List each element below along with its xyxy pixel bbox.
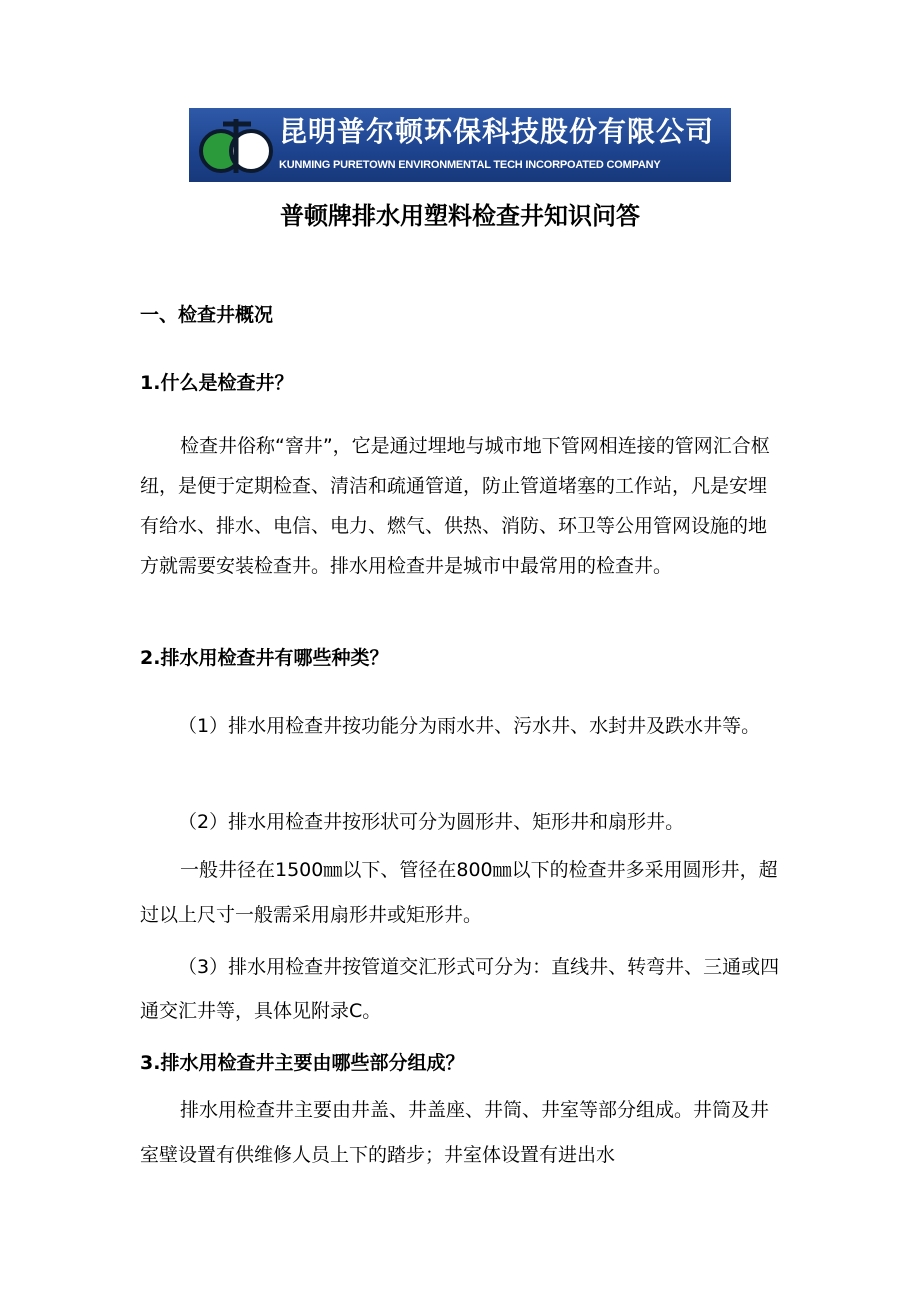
answer-1-paragraph: 检查井俗称“窨井”，它是通过埋地与城市地下管网相连接的管网汇合枢纽，是便于定期检查、清洁和疏通管道，防止管道堵塞的工作站，凡是安埋有给水、排水、电信、电力、燃气、供热、消防、环卫等公用管网设施的地方就需要安装检查井。排水用检查井是城市中最常用的检查井。 — [140, 435, 770, 577]
section-heading: 一、检查井概况 — [140, 304, 274, 326]
company-banner — [189, 108, 731, 182]
answer-2-note: 一般井径在1500㎜以下、管径在800㎜以下的检查井多采用圆形井，超过以上尺寸一般需采用扇形井或矩形井。 — [140, 859, 778, 926]
answer-2-item-2: （2）排水用检查井按形状可分为圆形井、矩形井和扇形井。 — [178, 811, 685, 833]
question-3: 3.排水用检查井主要由哪些部分组成？ — [140, 1052, 465, 1074]
document-title: 普顿牌排水用塑料检查井知识问答 — [280, 202, 640, 230]
company-name-cn: 昆明普尔顿环保科技股份有限公司 — [279, 115, 715, 148]
company-name-en: KUNMING PURETOWN ENVIRONMENTAL TECH INCORPOATED COMPANY — [279, 159, 661, 171]
question-2: 2.排水用检查井有哪些种类？ — [140, 647, 389, 669]
answer-2-item-1: （1）排水用检查井按功能分为雨水井、污水井、水封井及跌水井等。 — [178, 715, 761, 737]
company-logo-icon — [195, 111, 275, 179]
answer-3-paragraph: 排水用检查井主要由井盖、井盖座、井筒、井室等部分组成。井筒及井室壁设置有供维修人员上下的踏步；井室体设置有进出水 — [140, 1099, 770, 1166]
answer-2-item-3: （3）排水用检查井按管道交汇形式可分为：直线井、转弯井、三通或四通交汇井等，具体见附录C。 — [140, 956, 780, 1022]
question-1: 1.什么是检查井？ — [140, 372, 294, 394]
